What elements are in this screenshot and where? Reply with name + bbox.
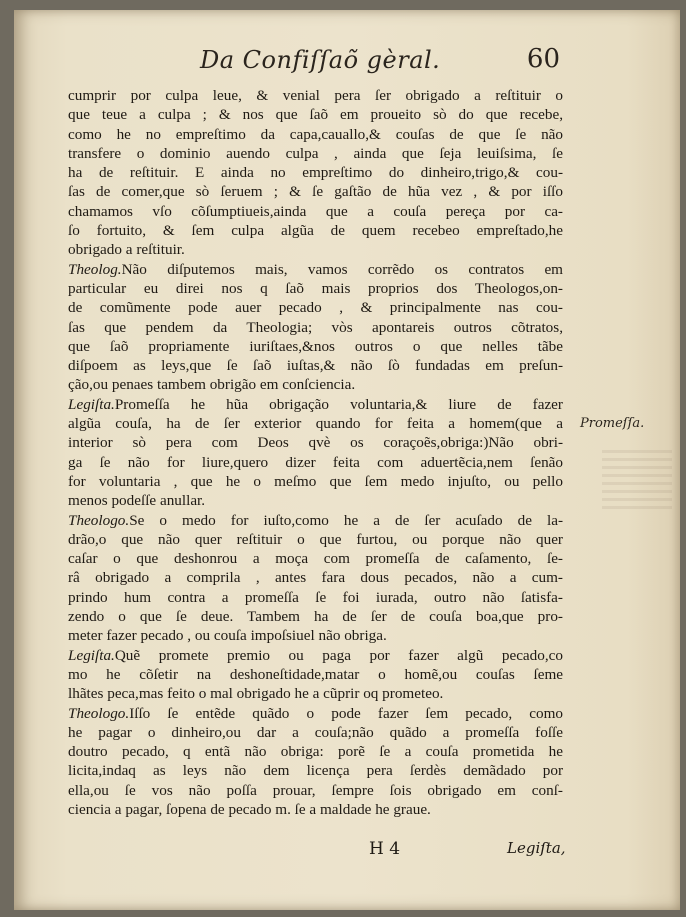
line-text: como he no empreſtimo da capa,cauallo,& couſas de que ſe não xyxy=(68,125,563,143)
book-page xyxy=(14,10,680,910)
catchword: Legiſta, xyxy=(507,839,566,857)
line-text: caſar o que deshonrou a moça com promeſſa de caſamento, ſe- xyxy=(68,550,563,568)
line-text: particular eu direi nos q ſaõ mais proprios dos Theologos,on- xyxy=(68,279,563,297)
text-line xyxy=(68,144,563,163)
text-line xyxy=(68,221,563,240)
speaker-label: Theologo. xyxy=(68,704,130,722)
line-text: doutro pecado, q entã não obriga: porẽ ſe a couſa prometida he xyxy=(68,743,563,761)
text-line xyxy=(68,704,563,723)
text-line xyxy=(68,511,563,530)
line-text: Iſſo ſe entẽde quãdo o pode fazer ſem pecado, como xyxy=(129,704,563,722)
text-line xyxy=(68,433,563,452)
line-text: Não diſputemos mais, vamos corrẽdo os contratos em xyxy=(121,260,563,278)
line-text: diſpoem as leys,que ſe ſaõ iuſtas,& não ſò fundadas em preſun- xyxy=(68,357,563,375)
text-line xyxy=(68,568,563,587)
line-text: zendo o que ſe deue. Tambem ha de ſer de couſa boa,que pro- xyxy=(68,608,563,626)
text-line xyxy=(68,530,563,549)
text-line xyxy=(68,298,563,317)
line-text: menos podeſſe anullar. xyxy=(68,492,206,510)
line-text: cumprir por culpa leue, & venial pera ſer obrigado a reſtituir o xyxy=(68,87,563,104)
folio-number: 60 xyxy=(526,44,560,74)
text-line xyxy=(68,646,563,665)
line-text: Quẽ promete premio ou paga por fazer algũ pecado,co xyxy=(114,646,563,664)
show-through xyxy=(602,450,672,510)
line-text: que teue a culpa ; & nos que ſaõ em proueito sò do que recebe, xyxy=(68,106,563,124)
text-line xyxy=(68,761,563,780)
body-text xyxy=(68,86,563,819)
line-text: interior sò pera com Deos qvè os coraçoẽs,obriga:)Não obri- xyxy=(68,434,563,452)
line-text: Promeſſa he hũa obrigação voluntaria,& liure de fazer xyxy=(114,395,563,413)
text-line xyxy=(68,105,563,124)
text-line xyxy=(68,279,563,298)
text-line xyxy=(68,260,563,279)
line-text: ciencia a pagar, ſopena de pecado m. ſe a maldade he graue. xyxy=(68,800,431,818)
line-text: que ſaõ propriamente iuriſtaes,&nos outros o que nelles tãbe xyxy=(68,337,563,355)
line-text: chamamos vſo cõſumptiueis,ainda que a couſa pereça por ca- xyxy=(68,202,563,220)
text-line xyxy=(68,588,563,607)
text-line xyxy=(68,723,563,742)
text-line xyxy=(68,318,563,337)
text-line xyxy=(68,800,563,819)
text-line xyxy=(68,781,563,800)
line-text: mo he cõſetir na deshoneſtidade,matar o homẽ,ou couſas ſeme xyxy=(68,665,563,683)
line-text: Se o medo for iuſto,como he a de ſer acuſado de la- xyxy=(129,511,563,529)
line-text: de comũmente pode auer pecado , & principalmente nas cou- xyxy=(68,299,563,317)
text-line xyxy=(68,472,563,491)
line-text: meter fazer pecado , ou couſa impoſsiuel não obriga. xyxy=(68,627,387,645)
text-line xyxy=(68,163,563,182)
line-text: algũa couſa, ha de ſer exterior quando for feita a homem(que a xyxy=(68,415,563,433)
text-line xyxy=(68,607,563,626)
line-text: drão,o que não quer reſtituir o que furtou, ou porque não quer xyxy=(68,530,563,548)
text-line xyxy=(68,356,563,375)
text-line xyxy=(68,240,563,259)
margin-note: Promeſſa. xyxy=(580,416,645,431)
text-line xyxy=(68,414,563,433)
line-text: obrigado a reſtituir. xyxy=(68,241,185,259)
line-text: ſo fortuito, & ſem culpa algũa de quem recebeo empreſtado,he xyxy=(68,222,563,240)
speaker-label: Theolog. xyxy=(68,260,122,278)
text-line xyxy=(68,337,563,356)
line-text: transfere o dominio auendo culpa , ainda que ſeja leuiſsima, ſe xyxy=(68,144,563,162)
line-text: lhãtes peca,mas feito o mal obrigado he a cũprir oq prometeo. xyxy=(68,685,444,703)
line-text: ſas de comer,que sò ſeruem ; & ſe gaſtão de hũa vez , & por iſſo xyxy=(68,183,563,201)
line-text: for voluntaria , que he o meſmo que ſem medo injuſto, ou pello xyxy=(68,472,563,490)
running-head: Da Confiſſaõ gèral. xyxy=(200,46,441,74)
signature-mark: H 4 xyxy=(369,839,401,859)
page-footer xyxy=(14,839,680,869)
line-text: ha de reſtituir. E ainda no empreſtimo do dinheiro,trigo,& cou- xyxy=(68,164,563,182)
text-line xyxy=(68,549,563,568)
text-line xyxy=(68,395,563,414)
text-line xyxy=(68,375,563,394)
text-line xyxy=(68,742,563,761)
text-line xyxy=(68,491,563,510)
line-text: licita,indaq as leys não dem licença pera ſerdès demãdado por xyxy=(68,762,563,780)
speaker-label: Theologo. xyxy=(68,511,130,529)
line-text: he pagar o dinheiro,ou dar a couſa;não quãdo a promeſſa foſſe xyxy=(68,723,563,741)
text-line xyxy=(68,684,563,703)
speaker-label: Legiſta. xyxy=(68,395,115,413)
line-text: ella,ou ſe vos não poſſa prouar, ſempre ſois obrigado em conſ- xyxy=(68,781,563,799)
page-header xyxy=(14,46,680,86)
text-line xyxy=(68,202,563,221)
line-text: ção,ou penaes tambem obrigão em conſciencia. xyxy=(68,376,356,394)
line-text: ſas que pendem da Theologia; vòs apontareis outros cõtratos, xyxy=(68,318,563,336)
text-line xyxy=(68,125,563,144)
text-line xyxy=(68,182,563,201)
text-line xyxy=(68,86,563,105)
line-text: ga ſe não for liure,quero dizer feita com aduertẽcia,nem ſenão xyxy=(68,453,563,471)
text-line xyxy=(68,665,563,684)
line-text: râ obrigado a comprila , antes fara dous pecados, não a cum- xyxy=(68,569,563,587)
line-text: prindo hum contra a promeſſa ſe foi iurada, outro não ſatisfa- xyxy=(68,588,563,606)
text-line xyxy=(68,453,563,472)
text-line xyxy=(68,626,563,645)
speaker-label: Legiſta. xyxy=(68,646,115,664)
